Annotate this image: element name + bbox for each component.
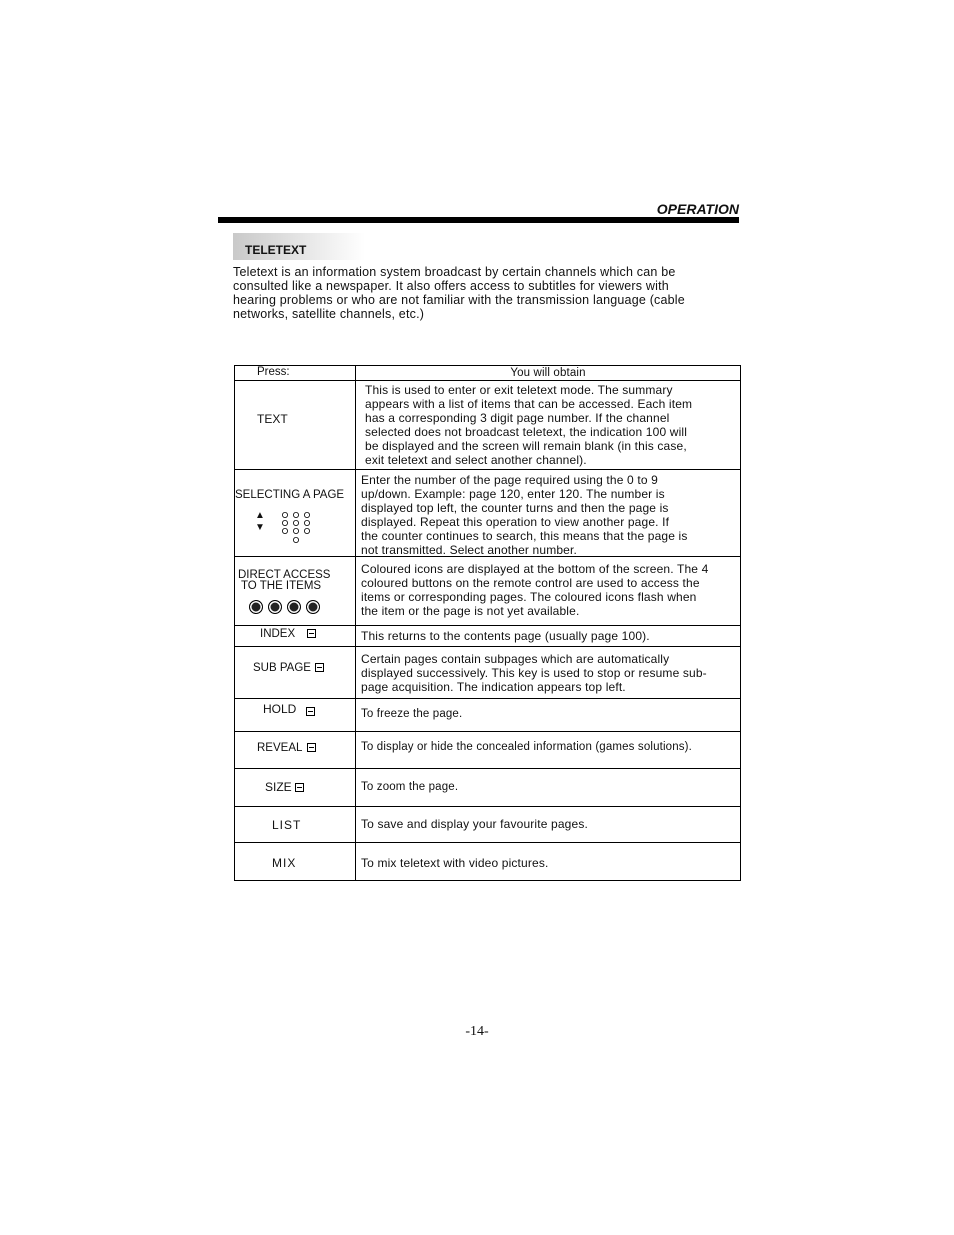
key-sub-page: SUB PAGE (253, 662, 324, 674)
table-header-row (235, 366, 740, 380)
col-press-header: Press: (257, 366, 290, 378)
green-button-icon (268, 600, 282, 614)
teletext-table (234, 365, 741, 881)
sub-page-icon (315, 663, 324, 672)
table-row (235, 469, 740, 556)
table-row (235, 768, 740, 806)
hold-icon (306, 707, 315, 716)
size-icon (295, 783, 304, 792)
col-obtain-header: You will obtain (510, 367, 586, 379)
index-icon (307, 629, 316, 638)
desc-list: To save and display your favourite pages. (361, 817, 588, 831)
key-direct-access-line2: TO THE ITEMS (238, 580, 322, 592)
key-selecting-page: SELECTING A PAGE (235, 489, 345, 501)
table-row (235, 731, 740, 768)
reveal-icon (307, 743, 316, 752)
intro-paragraph: Teletext is an information system broadcast by certain channels which can be consulted like a newspaper. It also offers access to subtitles for viewers with hearing problems or who are not familiar with the transmission language (cable networks, satellite channels, etc.) (233, 265, 685, 321)
arrow-down-icon: ▼ (255, 522, 265, 533)
desc-reveal: To display or hide the concealed information (games solutions). (361, 741, 692, 753)
key-list: LIST (272, 818, 302, 832)
table-row (235, 625, 740, 646)
table-row (235, 380, 740, 469)
section-label-text: TELETEXT (245, 243, 307, 257)
red-button-icon (249, 600, 263, 614)
desc-mix: To mix teletext with video pictures. (361, 856, 549, 870)
yellow-button-icon (287, 600, 301, 614)
header-rule (218, 217, 739, 223)
key-direct-access: DIRECT ACCESS (238, 569, 331, 581)
table-row (235, 556, 740, 625)
key-index: INDEX (260, 628, 316, 640)
header-title: OPERATION (656, 201, 739, 217)
table-row (235, 646, 740, 698)
desc-selecting-page: Enter the number of the page required using the 0 to 9 up/down. Example: page 120, enter 120. The number is displayed top left, the counter turns and then the page is displayed. Repeat this operation to view another page. If the counter continues to search, this means that the page is not transmitted. Select another number. (361, 473, 688, 557)
desc-direct-access: Coloured icons are displayed at the bottom of the screen. The 4 coloured buttons on the remote control are used to access the items or corresponding pages. The coloured icons flash when the item or the page is not yet available. (361, 562, 709, 618)
numeric-keypad-icon (280, 511, 312, 547)
key-text: TEXT (257, 412, 288, 426)
key-reveal: REVEAL (257, 742, 316, 754)
key-mix: MIX (272, 856, 297, 870)
key-size: SIZE (265, 780, 304, 794)
blue-button-icon (306, 600, 320, 614)
table-row (235, 806, 740, 842)
table-row (235, 842, 740, 880)
page-number: -14- (465, 1024, 489, 1039)
colour-buttons (249, 600, 325, 619)
desc-text: This is used to enter or exit teletext mode. The summary appears with a list of items that can be accessed. Each item has a corresponding 3 digit page number. If the channel selected does not broadcast teletext, the indication 100 will be displayed and the screen will remain blank (in this case, exit teletext and select another channel). (365, 383, 693, 467)
desc-hold: To freeze the page. (361, 708, 463, 720)
desc-size: To zoom the page. (361, 781, 459, 793)
desc-index: This returns to the contents page (usually page 100). (361, 629, 650, 643)
table-row (235, 698, 740, 731)
arrow-up-icon: ▲ (255, 510, 265, 521)
desc-sub-page: Certain pages contain subpages which are automatically displayed successively. This key is used to stop or resume sub- page acquisition. The indication appears top left. (361, 652, 707, 694)
key-hold: HOLD (263, 702, 315, 716)
section-label (233, 233, 365, 260)
